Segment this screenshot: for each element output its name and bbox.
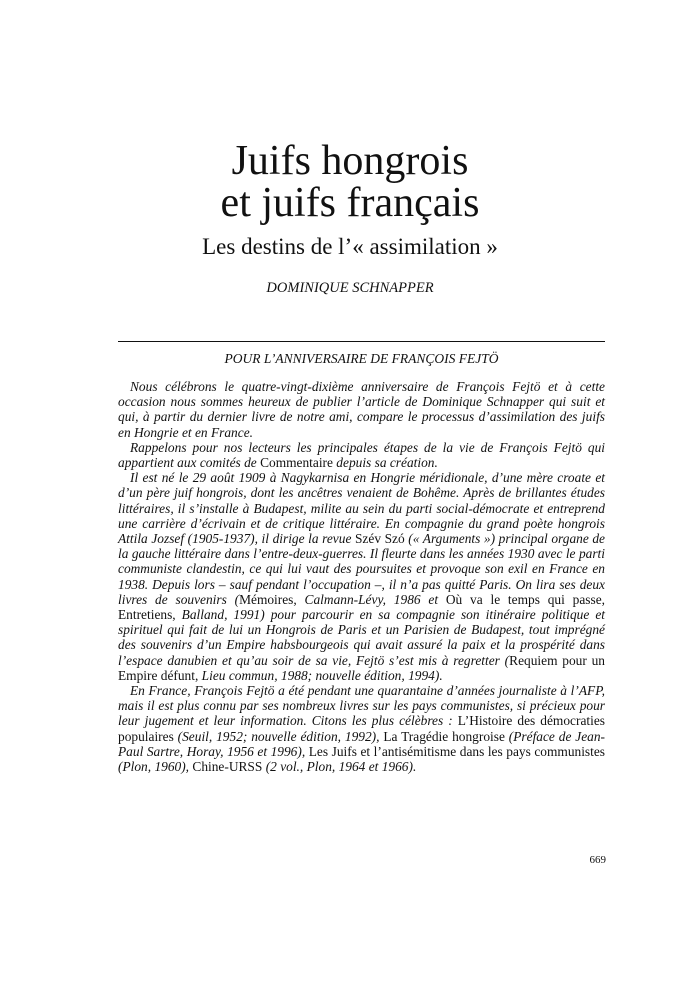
author-name: DOMINIQUE SCHNAPPER xyxy=(266,280,434,296)
roman-text-run: Szév Szó xyxy=(354,531,405,547)
subtitle: Les destins de l’« assimilation » xyxy=(202,234,498,259)
roman-text-run: Les Juifs et l’antisémitisme dans les pays communistes xyxy=(308,743,606,759)
title-line-2: et juifs français xyxy=(220,180,480,226)
text-run: (2 vol., Plon, 1964 et 1966). xyxy=(262,759,417,775)
body-paragraph xyxy=(118,683,605,774)
roman-text-run: L’Histoire des démocraties populaires xyxy=(118,713,605,744)
text-run: Balland, 1991) pour parcourir en sa compagnie son itinéraire politique et spirituel qui fait de lui un Hongrois de Paris et un Parisien de Budapest, tout imprégné des souvenirs d’un Empire habsbourgeois qui avait assuré la paix et la prospérité dans l’espace danubien et qu’au soir de sa vie, Fejtö s’est mis à regretter ( xyxy=(118,607,605,668)
section-divider xyxy=(118,341,605,342)
roman-text-run: Chine-URSS xyxy=(192,759,263,775)
section-heading: POUR L’ANNIVERSAIRE DE FRANÇOIS FEJTÖ xyxy=(224,351,499,366)
title-line-1: Juifs hongrois xyxy=(231,138,469,184)
text-run: Rappelons pour nos lecteurs les principales étapes de la vie de François Fejtö qui appartient aux comités de xyxy=(118,439,605,471)
text-run: (Préface de Jean-Paul Sartre, Horay, 1956 et 1996), xyxy=(118,728,606,759)
page-number: 669 xyxy=(589,854,606,866)
text-run: depuis sa création. xyxy=(332,455,438,471)
text-run: (« Arguments ») principal organe de la gauche littéraire dans l’entre-deux-guerres. Il fleurte dans les années 1930 avec le parti communiste clandestin, ce qui lui vaut des poursuites et provoque son exil en France en 1938. Depuis lors – sauf pendant l’occupation –, il n’a pas quitté Paris. On lira ses deux livres de souvenirs ( xyxy=(118,531,606,607)
roman-text-run: Où va le temps qui passe, Entretiens, xyxy=(118,591,605,623)
text-run: Nous célébrons le quatre-vingt-dixième anniversaire de François Fejtö et à cette occasion nous sommes heureux de publier l’article de Dominique Schnapper qui suit et qui, à partir du dernier livre de notre ami, compare le processus d’assimilation des juifs en Hongrie et en France. xyxy=(118,379,605,440)
text-run: Il est né le 29 août 1909 à Nagykarnisa en Hongrie méridionale, d’une mère croate et d’un père juif hongrois, dont les ancêtres venaient de Bohême. Après de brillantes études littéraires, il s’installe à Budapest, milite au sein du parti social-démocrate et entreprend une carrière d’écrivain et de critique littéraire. En compagnie du grand poète hongrois Attila Jozsef (1905-1937), il dirige la revue xyxy=(118,470,605,547)
text-run: (Plon, 1960), xyxy=(118,759,193,775)
roman-text-run: Commentaire xyxy=(260,455,333,471)
text-run: (Seuil, 1952; nouvelle édition, 1992), xyxy=(173,728,384,744)
roman-text-run: La Tragédie hongroise xyxy=(383,728,505,744)
roman-text-run: Mémoires, xyxy=(239,591,297,607)
text-run: Calmann-Lévy, 1986 et xyxy=(296,591,446,607)
text-run: En France, François Fejtö a été pendant une quarantaine d’années journaliste à l’AFP, mais il est plus connu par ses nombreux livres sur les pays communistes, si précieux pour leur jugement et leur information. Citons les plus célèbres : xyxy=(118,683,605,729)
text-run: Lieu commun, 1988; nouvelle édition, 1994). xyxy=(198,667,443,683)
body-paragraph xyxy=(118,470,605,683)
body-paragraph xyxy=(118,379,605,440)
roman-text-run: Requiem pour un Empire défunt, xyxy=(118,652,606,683)
article-body xyxy=(118,379,605,774)
body-paragraph xyxy=(118,440,605,470)
